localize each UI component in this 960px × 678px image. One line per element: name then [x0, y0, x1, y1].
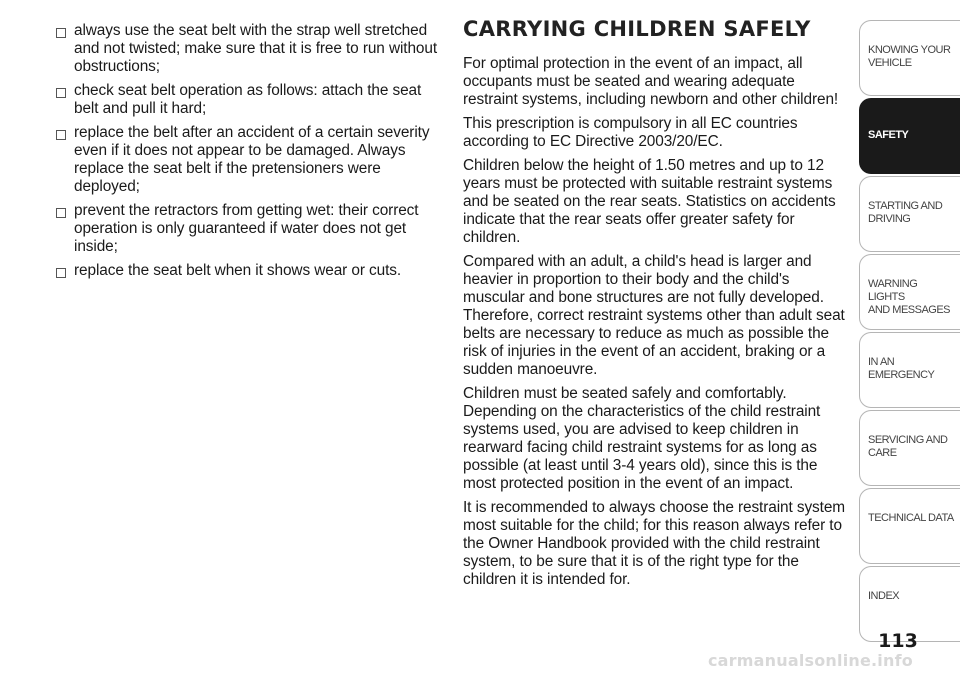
tab-starting-and-driving[interactable]: STARTING AND DRIVING [859, 176, 960, 252]
paragraph: Children must be seated safely and comfortably. Depending on the characteristics of the child restraint systems used, you are advised to keep children in rearward facing child restraint systems for as long as possible (at least until 3-4 years old), since this is the most protected position in the event of an impact. [463, 385, 821, 492]
paragraph: For optimal protection in the event of an impact, all occupants must be seated and wearing adequate restraint systems, including newborn and other children! [463, 55, 839, 108]
tab-technical-data[interactable]: TECHNICAL DATA [859, 488, 960, 564]
section-title: CARRYING CHILDREN SAFELY [463, 17, 811, 41]
tab-in-an-emergency[interactable]: IN AN EMERGENCY [859, 332, 960, 408]
checkbox-bullet-icon [56, 268, 66, 278]
bullet-item: replace the belt after an accident of a certain severity even if it does not appear to be damaged. Always replace the seat belt if the pretensioners were deployed; [30, 124, 445, 196]
tab-safety[interactable]: SAFETY [859, 98, 960, 174]
checkbox-bullet-icon [56, 130, 66, 140]
checkbox-bullet-icon [56, 208, 66, 218]
paragraph: Compared with an adult, a child's head is larger and heavier in proportion to their body and the child's muscular and bone structures are not fully developed. Therefore, correct restraint systems other than adult seat belts are necessary to reduce as much as possible the risk of injuries in the event of an accident, braking or a sudden manoeuvre. [463, 253, 845, 378]
bullet-list [30, 22, 445, 286]
bullet-item: always use the seat belt with the strap well stretched and not twisted; make sure that it is free to run without obstructions; [30, 22, 445, 76]
paragraph: This prescription is compulsory in all EC countries according to EC Directive 2003/20/EC. [463, 115, 798, 150]
paragraph: Children below the height of 1.50 metres and up to 12 years must be protected with suitable restraint systems and be seated on the rear seats. Statistics on accidents indicate that the rear seats offer greater safety for children. [463, 157, 836, 246]
checkbox-bullet-icon [56, 88, 66, 98]
tab-warning-lights[interactable]: WARNING LIGHTS AND MESSAGES [859, 254, 960, 330]
page-number: 113 [878, 630, 918, 652]
tab-index[interactable]: INDEX [859, 566, 960, 642]
tab-knowing-your-vehicle[interactable]: KNOWING YOUR VEHICLE [859, 20, 960, 96]
chapter-tabs [859, 20, 960, 644]
checkbox-bullet-icon [56, 28, 66, 38]
bullet-item: prevent the retractors from getting wet: their correct operation is only guaranteed if water does not get inside; [30, 202, 445, 256]
main-section [463, 17, 848, 595]
watermark: carmanualsonline.info [708, 651, 913, 670]
bullet-item: replace the seat belt when it shows wear or cuts. [30, 262, 445, 280]
bullet-item: check seat belt operation as follows: attach the seat belt and pull it hard; [30, 82, 445, 118]
tab-servicing-and-care[interactable]: SERVICING AND CARE [859, 410, 960, 486]
paragraph: It is recommended to always choose the restraint system most suitable for the child; for this reason always refer to the Owner Handbook provided with the child restraint system, to be sure that it is of the right type for the children it is intended for. [463, 499, 845, 588]
